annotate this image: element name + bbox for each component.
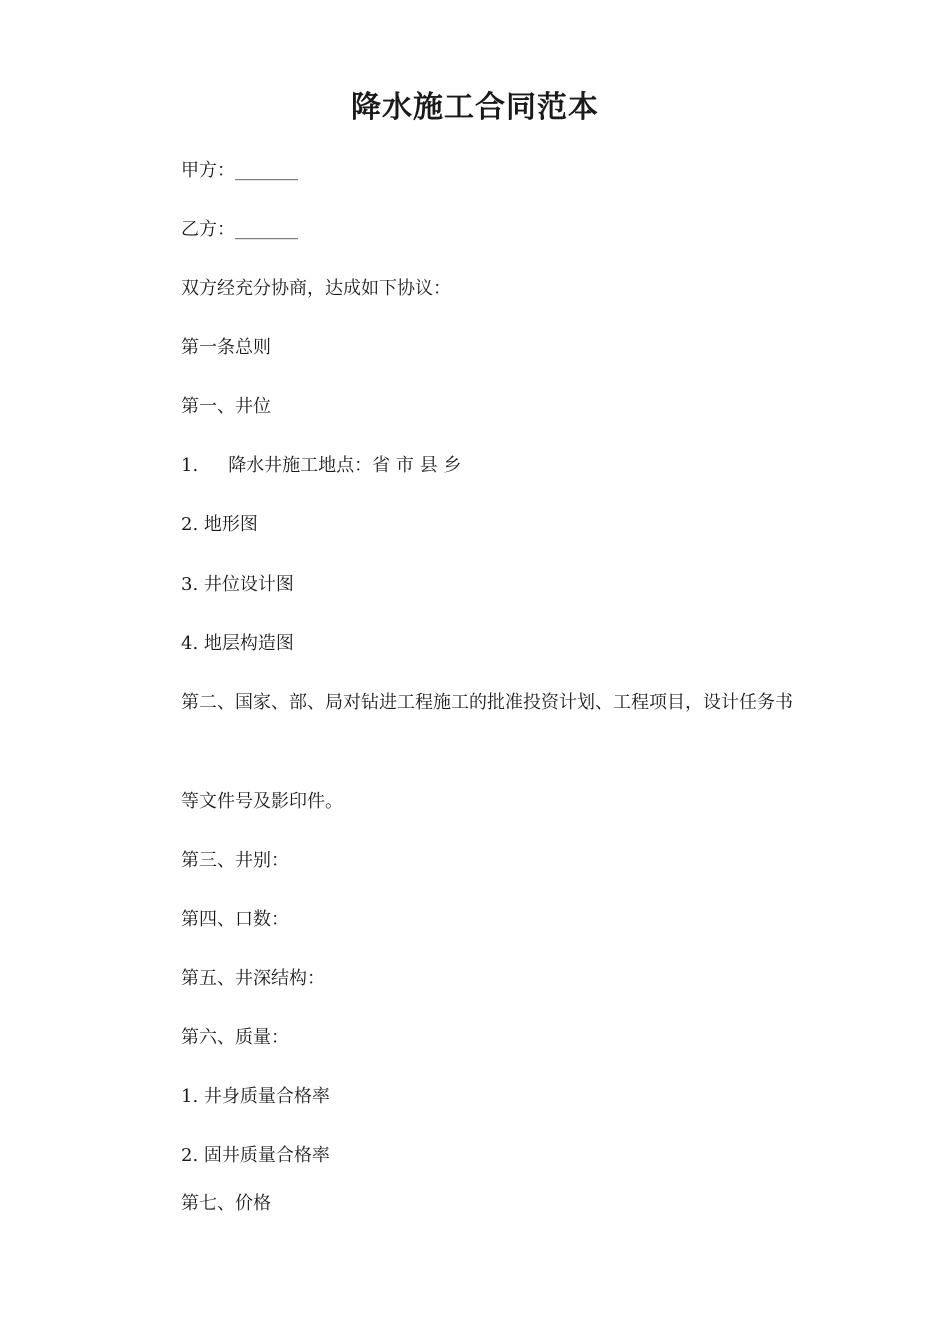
- section-5-line: 第五、井深结构：: [181, 968, 325, 989]
- quality-1-line: 1. 井身质量合格率: [181, 1086, 330, 1107]
- item-4-line: 4. 地层构造图: [181, 633, 294, 654]
- section-3-line: 第三、井别：: [181, 850, 289, 871]
- party-a-line: 甲方：_______: [181, 160, 298, 181]
- party-b-line: 乙方：_______: [181, 219, 298, 240]
- section-1-heading: 第一、井位: [181, 396, 271, 417]
- item-2-line: 2. 地形图: [181, 514, 258, 535]
- section-7-line: 第七、价格: [181, 1193, 271, 1214]
- intro-paragraph: 双方经充分协商，达成如下协议：: [181, 278, 451, 299]
- article-1-heading: 第一条总则: [181, 337, 271, 358]
- section-6-line: 第六、质量：: [181, 1027, 289, 1048]
- section-4-line: 第四、口数：: [181, 909, 289, 930]
- item-1-number: 1.: [181, 455, 199, 476]
- quality-2-line: 2. 固井质量合格率: [181, 1145, 330, 1166]
- item-1-line: [181, 453, 461, 479]
- item-1-text: 降水井施工地点：省 市 县 乡: [228, 455, 462, 476]
- section-2-continuation: 等文件号及影印件。: [181, 791, 343, 812]
- item-3-line: 3. 井位设计图: [181, 574, 294, 595]
- section-2-paragraph: 第二、国家、部、局对钻进工程施工的批准投资计划、工程项目，设计任务书: [181, 692, 793, 713]
- document-title: 降水施工合同范本: [351, 90, 599, 125]
